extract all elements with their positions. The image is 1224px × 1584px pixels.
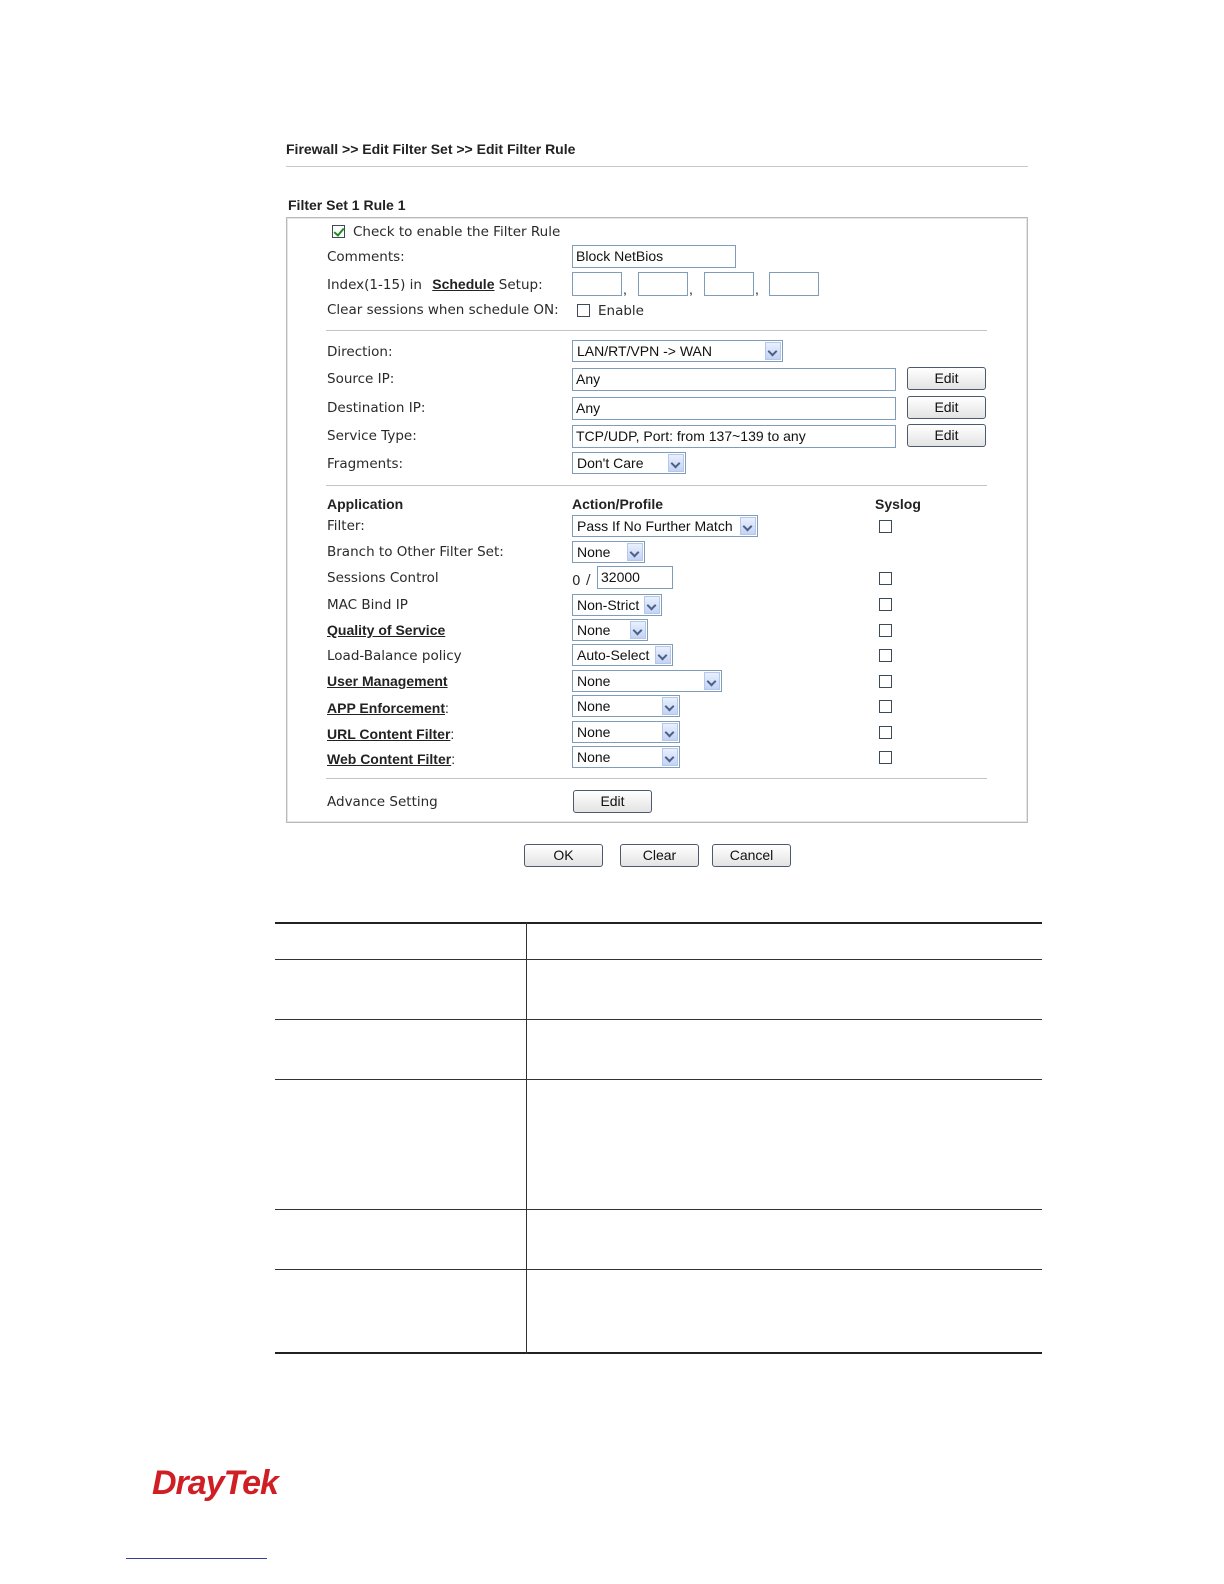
user-management-link[interactable]: User Management: [327, 673, 448, 689]
user-management-value: None: [577, 673, 611, 689]
sessions-control-label: Sessions Control: [327, 570, 439, 586]
destination-ip-input[interactable]: Any: [572, 397, 896, 420]
table-row-divider: [275, 1269, 1042, 1270]
chevron-down-icon: [704, 672, 720, 690]
destination-ip-label: Destination IP:: [327, 400, 426, 416]
schedule-label-suffix: Setup:: [498, 277, 543, 293]
mac-bind-select[interactable]: [572, 594, 662, 616]
schedule-separator: ,: [689, 281, 693, 297]
qos-syslog-checkbox[interactable]: [879, 624, 892, 637]
table-top-border: [275, 922, 1042, 924]
source-ip-input[interactable]: Any: [572, 368, 896, 391]
clear-sessions-checkbox[interactable]: [577, 304, 590, 317]
load-balance-select[interactable]: [572, 644, 673, 666]
table-row-divider: [275, 959, 1042, 960]
chevron-down-icon: [655, 646, 671, 664]
draytek-logo: DrayTek: [152, 1464, 278, 1502]
clear-sessions-option: Enable: [598, 303, 644, 319]
qos-select[interactable]: [572, 619, 648, 641]
app-enforcement-value: None: [577, 698, 611, 714]
schedule-index-2[interactable]: [638, 272, 688, 296]
enable-rule-checkbox[interactable]: [332, 225, 345, 238]
url-content-filter-suffix: :: [450, 726, 455, 742]
source-ip-edit-button[interactable]: Edit: [907, 367, 986, 390]
cancel-button[interactable]: Cancel: [712, 844, 791, 867]
schedule-separator: ,: [755, 281, 759, 297]
source-ip-label: Source IP:: [327, 371, 395, 387]
chevron-down-icon: [644, 596, 660, 614]
web-content-filter-syslog-checkbox[interactable]: [879, 751, 892, 764]
breadcrumb-divider: [286, 166, 1028, 167]
advance-setting-label: Advance Setting: [327, 794, 438, 810]
clear-button[interactable]: Clear: [620, 844, 699, 867]
section-divider: [326, 778, 987, 779]
qos-value: None: [577, 622, 611, 638]
branch-value: None: [577, 544, 611, 560]
load-balance-syslog-checkbox[interactable]: [879, 649, 892, 662]
chevron-down-icon: [740, 517, 756, 535]
filter-select[interactable]: [572, 515, 758, 537]
url-content-filter-syslog-checkbox[interactable]: [879, 726, 892, 739]
schedule-label: [327, 276, 543, 293]
app-enforcement-select[interactable]: [572, 695, 680, 717]
service-type-label: Service Type:: [327, 428, 417, 444]
table-column-divider: [526, 922, 527, 1354]
filter-value: Pass If No Further Match: [577, 518, 733, 534]
user-management-syslog-checkbox[interactable]: [879, 675, 892, 688]
enable-rule-label: Check to enable the Filter Rule: [353, 224, 561, 240]
chevron-down-icon: [630, 621, 646, 639]
fragments-select[interactable]: [572, 452, 686, 474]
load-balance-value: Auto-Select: [577, 647, 650, 663]
action-profile-header: Action/Profile: [572, 496, 664, 512]
url-filter-row-label: [327, 724, 454, 743]
clear-sessions-label: Clear sessions when schedule ON:: [327, 302, 559, 318]
mac-bind-value: Non-Strict: [577, 597, 640, 613]
direction-label: Direction:: [327, 344, 393, 360]
app-enforcement-suffix: :: [445, 700, 449, 716]
branch-select[interactable]: [572, 541, 645, 563]
comments-label: Comments:: [327, 249, 405, 265]
app-enforcement-syslog-checkbox[interactable]: [879, 700, 892, 713]
direction-value: LAN/RT/VPN -> WAN: [577, 343, 712, 359]
footer-line: [126, 1558, 267, 1559]
mac-bind-syslog-checkbox[interactable]: [879, 598, 892, 611]
mac-bind-label: MAC Bind IP: [327, 597, 408, 613]
branch-label: Branch to Other Filter Set:: [327, 544, 504, 560]
app-enforcement-link[interactable]: APP Enforcement: [327, 700, 445, 716]
url-content-filter-select[interactable]: [572, 721, 680, 743]
web-content-filter-select[interactable]: [572, 746, 680, 768]
sessions-current: 0: [572, 573, 581, 589]
schedule-index-1[interactable]: [572, 272, 622, 296]
breadcrumb: Firewall >> Edit Filter Set >> Edit Filter Rule: [286, 141, 576, 157]
schedule-separator: ,: [623, 281, 627, 297]
filter-label: Filter:: [327, 518, 365, 534]
direction-select[interactable]: [572, 340, 783, 362]
table-row-divider: [275, 1019, 1042, 1020]
web-content-filter-link[interactable]: Web Content Filter: [327, 751, 452, 767]
filter-set-title: Filter Set 1 Rule 1: [288, 197, 406, 213]
web-content-filter-value: None: [577, 749, 611, 765]
sessions-limit-input[interactable]: 32000: [597, 566, 673, 589]
chevron-down-icon: [765, 342, 781, 360]
qos-link[interactable]: Quality of Service: [327, 622, 446, 638]
chevron-down-icon: [662, 748, 678, 766]
section-divider: [326, 330, 987, 331]
sessions-syslog-checkbox[interactable]: [879, 572, 892, 585]
url-content-filter-link[interactable]: URL Content Filter: [327, 726, 451, 742]
table-row-divider: [275, 1079, 1042, 1080]
syslog-header: Syslog: [875, 496, 921, 512]
comments-input[interactable]: Block NetBios: [572, 245, 736, 268]
web-filter-row-label: [327, 749, 455, 768]
schedule-link[interactable]: Schedule: [432, 276, 495, 292]
chevron-down-icon: [668, 454, 684, 472]
service-type-input[interactable]: TCP/UDP, Port: from 137~139 to any: [572, 425, 896, 448]
user-management-select[interactable]: [572, 670, 722, 692]
filter-syslog-checkbox[interactable]: [879, 520, 892, 533]
chevron-down-icon: [662, 723, 678, 741]
sessions-slash: /: [586, 572, 591, 588]
table-bottom-border: [275, 1352, 1042, 1354]
section-divider: [326, 485, 987, 486]
schedule-label-prefix: Index(1-15) in: [327, 277, 422, 293]
table-row-divider: [275, 1209, 1042, 1210]
schedule-index-4[interactable]: [769, 272, 819, 296]
service-type-edit-button[interactable]: Edit: [907, 424, 986, 447]
app-enforcement-row-label: [327, 698, 449, 717]
advance-setting-edit-button[interactable]: Edit: [573, 790, 652, 813]
chevron-down-icon: [627, 543, 643, 561]
ok-button[interactable]: OK: [524, 844, 603, 867]
fragments-label: Fragments:: [327, 456, 404, 472]
destination-ip-edit-button[interactable]: Edit: [907, 396, 986, 419]
load-balance-label: Load-Balance policy: [327, 648, 462, 664]
web-content-filter-suffix: :: [451, 751, 456, 767]
chevron-down-icon: [662, 697, 678, 715]
fragments-value: Don't Care: [577, 455, 644, 471]
schedule-index-3[interactable]: [704, 272, 754, 296]
url-content-filter-value: None: [577, 724, 611, 740]
application-header: Application: [327, 496, 404, 512]
